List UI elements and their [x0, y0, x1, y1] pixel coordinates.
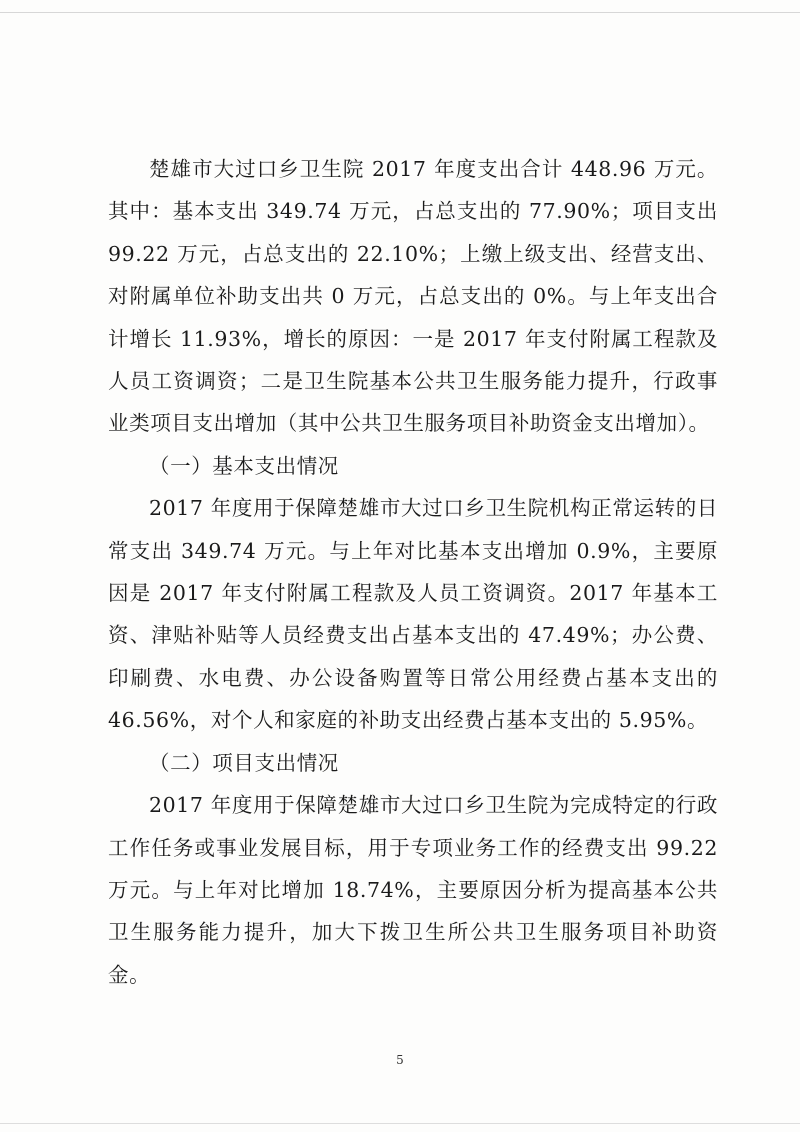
- scan-edge-bottom: [0, 1123, 800, 1124]
- section-heading-basic-expenditure: （一）基本支出情况: [149, 453, 339, 478]
- paragraph-project-expenditure: 2017 年度用于保障楚雄市大过口乡卫生院为完成特定的行政工作任务或事业发展目标，用于专项业务工作的经费支出 99.22 万元。与上年对比增加 18.74%，主要原因分析为提高基本公共卫生服务能力提升，加大下拨卫生所公共卫生服务项目补助资金。: [108, 793, 718, 987]
- paragraph-expenditure-summary: 楚雄市大过口乡卫生院 2017 年度支出合计 448.96 万元。其中：基本支出 349.74 万元，占总支出的 77.90%；项目支出 99.22 万元，占总支出的 22.10%；上缴上级支出、经营支出、对附属单位补助支出共 0 万元，占总支出的 0%。与上年支出合计增长 11.93%，增长的原因：一是 2017 年支付附属工程款及人员工资调资；二是卫生院基本公共卫生服务能力提升，行政事业类项目支出增加（其中公共卫生服务项目补助资金支出增加）。: [108, 157, 718, 436]
- document-body: [108, 148, 718, 996]
- scan-edge-top: [0, 12, 800, 13]
- section-heading-project-expenditure: （二）项目支出情况: [149, 750, 339, 775]
- page-number: 5: [396, 1053, 404, 1067]
- paragraph-basic-expenditure: 2017 年度用于保障楚雄市大过口乡卫生院机构正常运转的日常支出 349.74 万元。与上年对比基本支出增加 0.9%，主要原因是 2017 年支付附属工程款及人员工资调资。2017 年基本工资、津贴补贴等人员经费支出占基本支出的 47.49%；办公费、印刷费、水电费、办公设备购置等日常公用经费占基本支出的 46.56%，对个人和家庭的补助支出经费占基本支出的 5.95%。: [108, 496, 718, 733]
